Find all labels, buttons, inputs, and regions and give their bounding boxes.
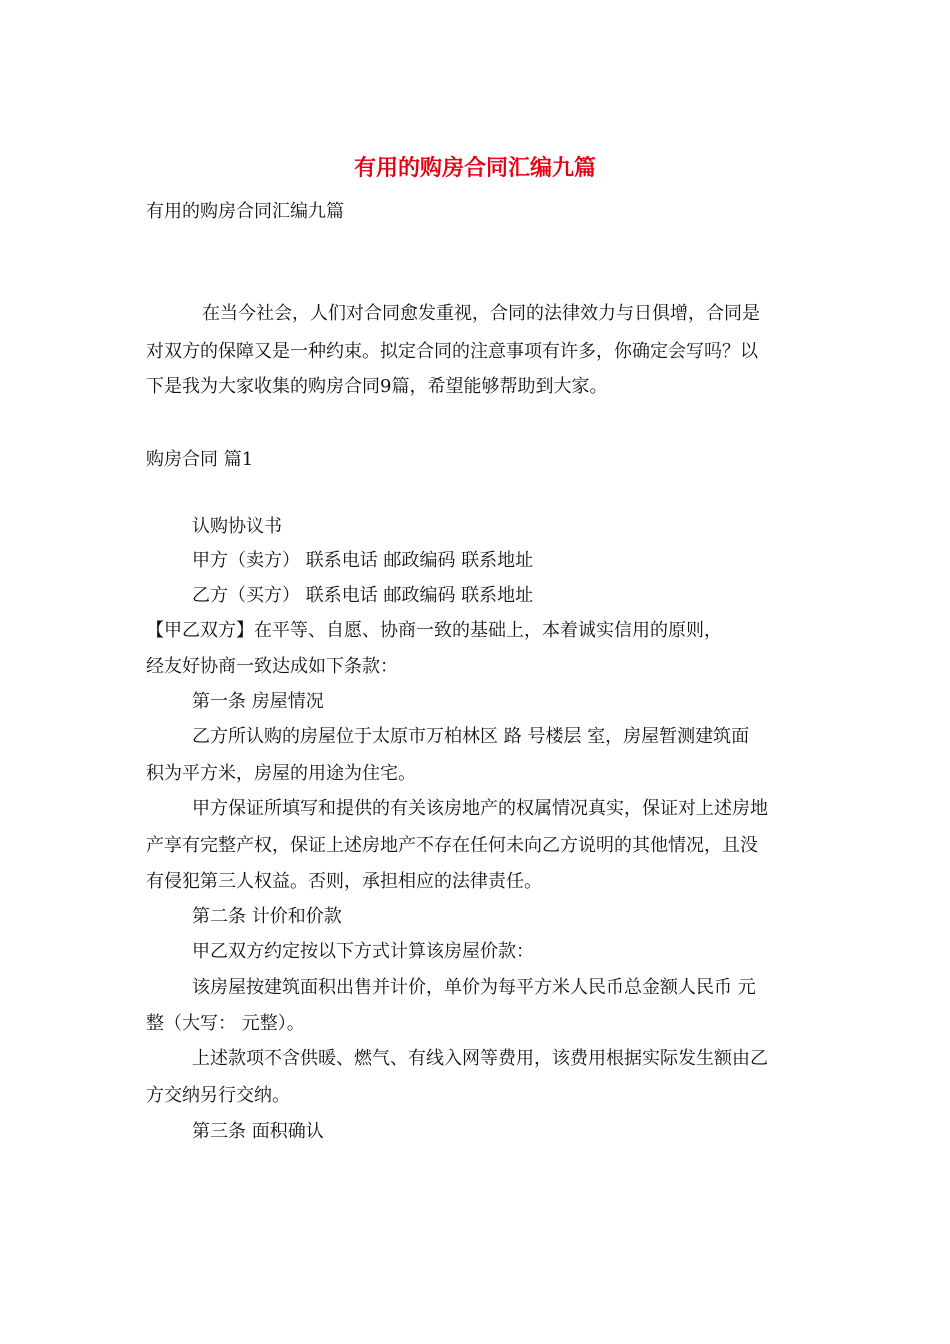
document-title: 有用的购房合同汇编九篇 [353, 155, 596, 181]
intro-line-3: 下是我为大家收集的购房合同9篇，希望能够帮助到大家。 [146, 376, 608, 397]
body-line: 经友好协商一致达成如下条款： [146, 656, 398, 677]
document-subtitle: 有用的购房合同汇编九篇 [146, 201, 344, 222]
body-line: 【甲乙双方】在平等、自愿、协商一致的基础上，本着诚实信用的原则， [146, 620, 722, 641]
body-line: 有侵犯第三人权益。否则，承担相应的法律责任。 [146, 871, 542, 892]
body-line: 产享有完整产权，保证上述房地产不存在任何未向乙方说明的其他情况，且没 [146, 835, 758, 856]
body-line: 甲乙双方约定按以下方式计算该房屋价款： [192, 941, 534, 962]
body-line: 乙方所认购的房屋位于太原市万柏林区 路 号楼层 室，房屋暂测建筑面 [192, 726, 750, 747]
body-line: 第三条 面积确认 [192, 1121, 324, 1142]
intro-line-2: 对双方的保障又是一种约束。拟定合同的注意事项有许多，你确定会写吗？以 [146, 341, 758, 362]
body-line: 甲方（卖方） 联系电话 邮政编码 联系地址 [192, 550, 534, 571]
body-line: 该房屋按建筑面积出售并计价，单价为每平方米人民币总金额人民币 元 [192, 977, 756, 998]
body-line: 乙方（买方） 联系电话 邮政编码 联系地址 [192, 585, 534, 606]
body-line: 甲方保证所填写和提供的有关该房地产的权属情况真实，保证对上述房地 [192, 798, 768, 819]
body-line: 上述款项不含供暖、燃气、有线入网等费用，该费用根据实际发生额由乙 [192, 1048, 768, 1069]
intro-line-1: 在当今社会，人们对合同愈发重视，合同的法律效力与日俱增，合同是 [202, 303, 760, 324]
body-line: 第二条 计价和价款 [192, 906, 342, 927]
section-heading: 购房合同 篇1 [146, 449, 254, 470]
body-line: 第一条 房屋情况 [192, 691, 324, 712]
body-line: 方交纳另行交纳。 [146, 1085, 290, 1106]
body-line: 积为平方米，房屋的用途为住宅。 [146, 763, 416, 784]
body-line: 认购协议书 [192, 516, 282, 537]
body-line: 整（大写： 元整）。 [146, 1013, 305, 1034]
